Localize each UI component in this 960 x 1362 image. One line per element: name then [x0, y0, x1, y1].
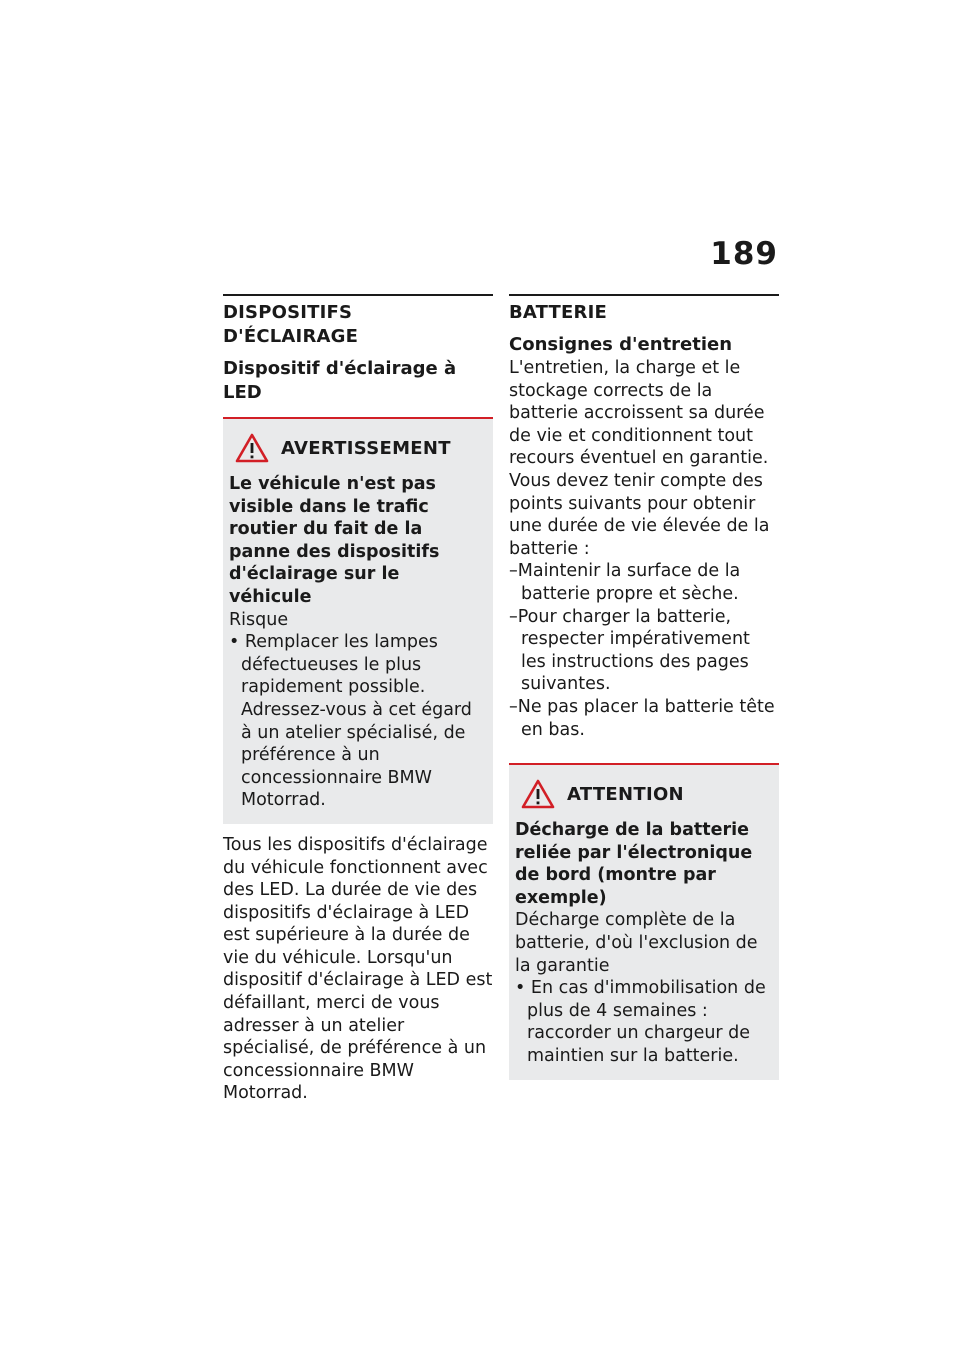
list-item: • Remplacer les lampes défectueuses le plus rapidement possible. Adressez-vous à cet égard à un atelier spécialisé, de préférence à un concessionnaire BMW Motorrad. — [229, 631, 481, 812]
paragraph: Vous devez tenir compte des points suivants pour obtenir une durée de vie élevée de la batterie : — [509, 470, 770, 559]
section-title-battery: BATTERIE — [509, 302, 607, 323]
notice-title: AVERTISSEMENT — [281, 437, 451, 459]
section-rule — [223, 294, 493, 296]
notice-heading: Le véhicule n'est pas visible dans le trafic routier du fait de la panne des dispositifs d'éclairage sur le véhicule — [229, 474, 440, 607]
subheading-maintenance: Consignes d'entretien — [509, 334, 733, 355]
attention-notice — [509, 763, 779, 1080]
notice-title: ATTENTION — [567, 783, 684, 805]
body-text: Tous les dispositifs d'éclairage du véhicule fonctionnent avec des LED. La durée de vie des dispositifs d'éclairage à LED est supérieure à la durée de vie du véhicule. Lorsqu'un dispositif d'éclairage à LED est défaillant, merci de vous adresser à un atelier spécialisé, de préférence à un concessionnaire BMW Motorrad. — [223, 834, 493, 1104]
list-item: – Ne pas placer la batterie tête en bas. — [509, 696, 779, 741]
list-item: – Pour charger la batterie, respecter impérativement les instructions des pages suivantes. — [509, 606, 779, 696]
notice-risk: Risque — [229, 609, 289, 630]
warning-triangle-icon — [521, 779, 555, 809]
notice-heading: Décharge de la batterie reliée par l'électronique de bord (montre par exemple) — [515, 820, 753, 908]
notice-bullets — [515, 977, 767, 1067]
page-number: 189 — [710, 236, 778, 272]
warning-triangle-icon — [235, 433, 269, 463]
left-column — [223, 294, 493, 1105]
notice-header — [515, 779, 767, 809]
notice-bullets — [229, 631, 481, 812]
warning-notice — [223, 417, 493, 824]
list-item: – Maintenir la surface de la batterie propre et sèche. — [509, 560, 779, 605]
paragraph: L'entretien, la charge et le stockage corrects de la batterie accroissent sa durée de vie et conditionnent tout recours éventuel en garantie. — [509, 358, 769, 469]
section-title-lighting: DISPOSITIFS D'ÉCLAIRAGE — [223, 302, 359, 347]
dash-list — [509, 560, 779, 741]
subheading-led: Dispositif d'éclairage à LED — [223, 358, 457, 403]
section-rule — [509, 294, 779, 296]
notice-text: Décharge complète de la batterie, d'où l'exclusion de la garantie — [515, 910, 758, 976]
right-column — [509, 294, 779, 1080]
notice-header — [229, 433, 481, 463]
list-item: • En cas d'immobilisation de plus de 4 semaines : raccorder un chargeur de maintien sur la batterie. — [515, 977, 767, 1067]
